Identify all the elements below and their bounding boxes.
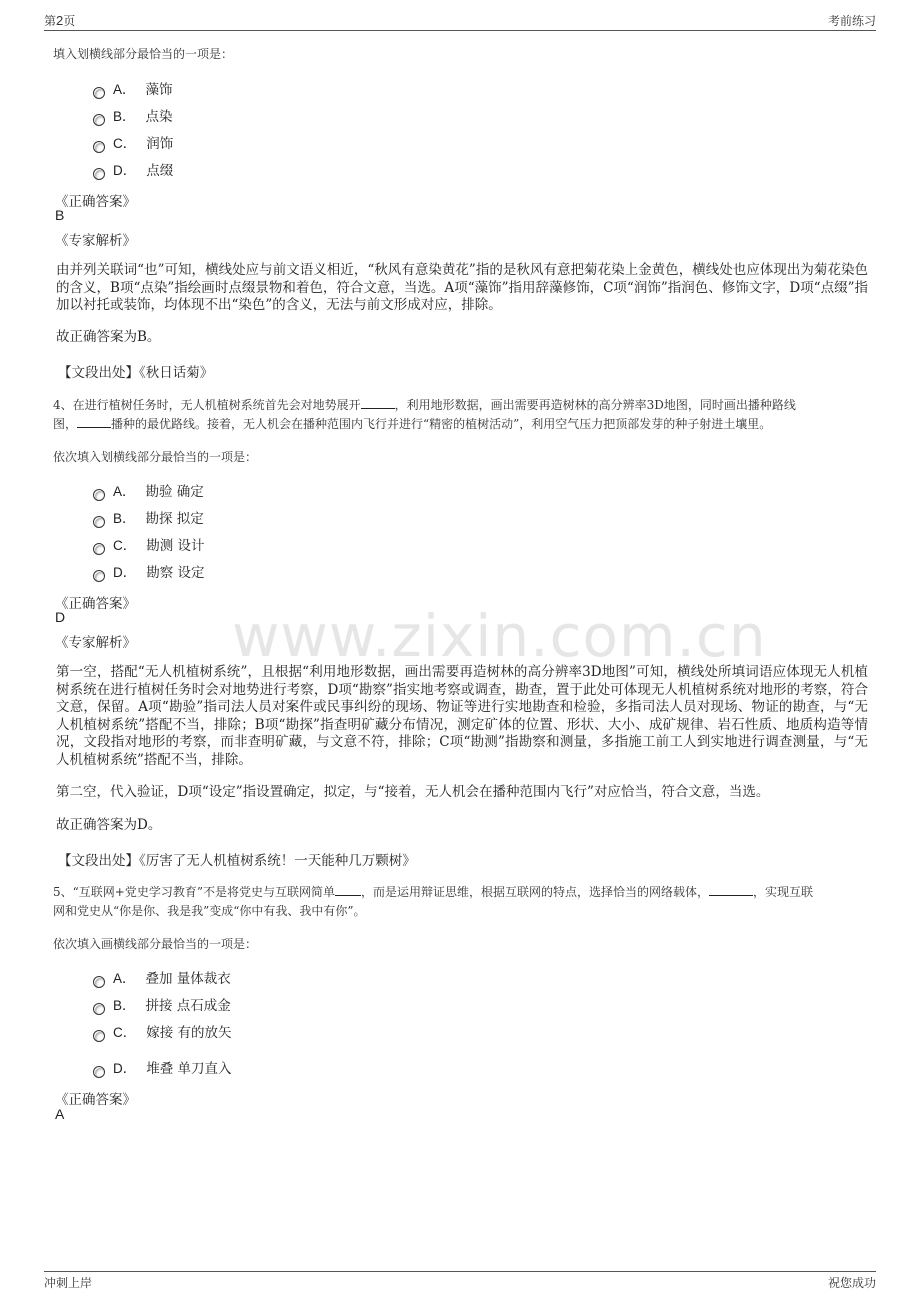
q5-answer-label: 《正确答案》 [55, 1092, 136, 1108]
header-title: 考前练习 [827, 14, 876, 28]
q4-analysis-label: 《专家解析》 [55, 635, 136, 651]
page-number: 第2页 [44, 13, 76, 28]
q4-option-c[interactable]: C． 勘测 设计 [93, 536, 205, 556]
q5-option-a[interactable]: A． 叠加 量体裁衣 [93, 969, 231, 989]
q4-conclusion: 故正确答案为D。 [56, 817, 162, 833]
q4-analysis-text-1: 第一空，搭配“无人机植树系统”，且根据“利用地形数据，画出需要再造树林的高分辨率3D地图”可知，横线处所填词语应体现无人机植树系统在进行植树任务时会对地势进行考察，D项“勘察”指实地考察或调查，勘查，置于此处可体现无人机植树系统对地形的考察，符合文意，保留。A项“勘验”指司法人员对案件或民事纠纷的现场、物证等进行实地勘查和检验，多指司法人员对现场、物证的勘查，与“无人机植树系统”搭配不当，排除；B项“勘探”指查明矿藏分布情况，测定矿体的位置、形状、大小、成矿规律、岩石性质、地质构造等情况，文段指对地形的考察，而非查明矿藏，与文意不符，排除；C项“勘测”指勘察和测量，多指施工前工人到实地进行调查测量，与“无人机植树系统”搭配不当，排除。 [56, 664, 868, 768]
q3-option-a[interactable]: A． 藻饰 [93, 80, 173, 100]
q5-stem: 5、“互联网+党史学习教育”不是将党史与互联网简单 ，而是运用辩证思维，根据互联网的特点，选择恰当的网络载体， ，实现互联 网和党史从“你是你、我是我”变成“你中有我、我中有你”。 [53, 885, 813, 918]
radio-icon[interactable] [93, 516, 105, 528]
q5-prompt: 依次填入画横线部分最恰当的一项是： [53, 937, 258, 951]
q4-analysis-text-2: 第二空，代入验证，D项“设定”指设置确定，拟定，与“接着，无人机会在播种范围内飞行”对应恰当，符合文意，当选。 [56, 784, 770, 800]
q5-answer: A [55, 1106, 65, 1122]
q4-prompt: 依次填入划横线部分最恰当的一项是： [53, 450, 258, 464]
q4-option-b[interactable]: B． 勘探 拟定 [93, 509, 204, 529]
radio-icon[interactable] [93, 489, 105, 501]
blank-1 [335, 884, 361, 896]
q3-option-b[interactable]: B． 点染 [93, 107, 173, 127]
q4-answer-label: 《正确答案》 [55, 596, 136, 612]
radio-icon[interactable] [93, 1030, 105, 1042]
q4-source: 【文段出处】《厉害了无人机植树系统！一天能种几万颗树》 [58, 853, 416, 869]
q4-answer: D [55, 609, 66, 625]
q3-source: 【文段出处】《秋日话菊》 [58, 365, 214, 381]
radio-icon[interactable] [93, 114, 105, 126]
footer-right: 祝您成功 [827, 1276, 876, 1290]
radio-icon[interactable] [93, 1066, 105, 1078]
q4-option-a[interactable]: A． 勘验 确定 [93, 482, 204, 502]
blank-2 [709, 884, 753, 896]
q3-option-d[interactable]: D． 点缀 [93, 161, 173, 181]
q3-analysis-text: 由并列关联词“也”可知，横线处应与前文语义相近，“秋风有意染黄花”指的是秋风有意把菊花染上金黄色，横线处也应体现出为菊花染色的含义，B项“点染”指绘画时点缀景物和着色，符合文意，当选。A项“藻饰”指用辞藻修饰，C项“润饰”指润色、修饰文字，D项“点缀”指加以衬托或装饰，均体现不出“染色”的含义，无法与前文形成对应，排除。 [56, 262, 868, 314]
q3-prompt: 填入划横线部分最恰当的一项是： [53, 47, 234, 61]
radio-icon[interactable] [93, 168, 105, 180]
page-footer [44, 1271, 876, 1294]
q4-option-d[interactable]: D． 勘察 设定 [93, 563, 205, 583]
page-header [44, 12, 876, 31]
q3-analysis-label: 《专家解析》 [55, 233, 136, 249]
watermark: www.zixin.com.cn [232, 602, 767, 670]
radio-icon[interactable] [93, 141, 105, 153]
radio-icon[interactable] [93, 543, 105, 555]
blank-1 [361, 397, 395, 409]
q3-option-c[interactable]: C． 润饰 [93, 134, 173, 154]
radio-icon[interactable] [93, 570, 105, 582]
q4-stem: 4、在进行植树任务时，无人机植树系统首先会对地势展开 ，利用地形数据，画出需要再造树林的高分辨率3D地图，同时画出播种路线 图， 播种的最优路线。接着，无人机会在播种范围内飞行并进行“精密的植树活动”，利用空气压力把顶部发芽的种子射进土壤里。 [53, 398, 796, 431]
q3-answer-label: 《正确答案》 [55, 194, 136, 210]
q3-answer: B [55, 207, 65, 223]
q5-option-d[interactable]: D． 堆叠 单刀直入 [93, 1059, 232, 1079]
radio-icon[interactable] [93, 87, 105, 99]
q5-option-c[interactable]: C． 嫁接 有的放矢 [93, 1023, 232, 1043]
radio-icon[interactable] [93, 1003, 105, 1015]
radio-icon[interactable] [93, 976, 105, 988]
q5-option-b[interactable]: B． 拼接 点石成金 [93, 996, 231, 1016]
blank-2 [77, 416, 111, 428]
q3-conclusion: 故正确答案为B。 [56, 329, 161, 345]
footer-left: 冲刺上岸 [44, 1276, 93, 1290]
